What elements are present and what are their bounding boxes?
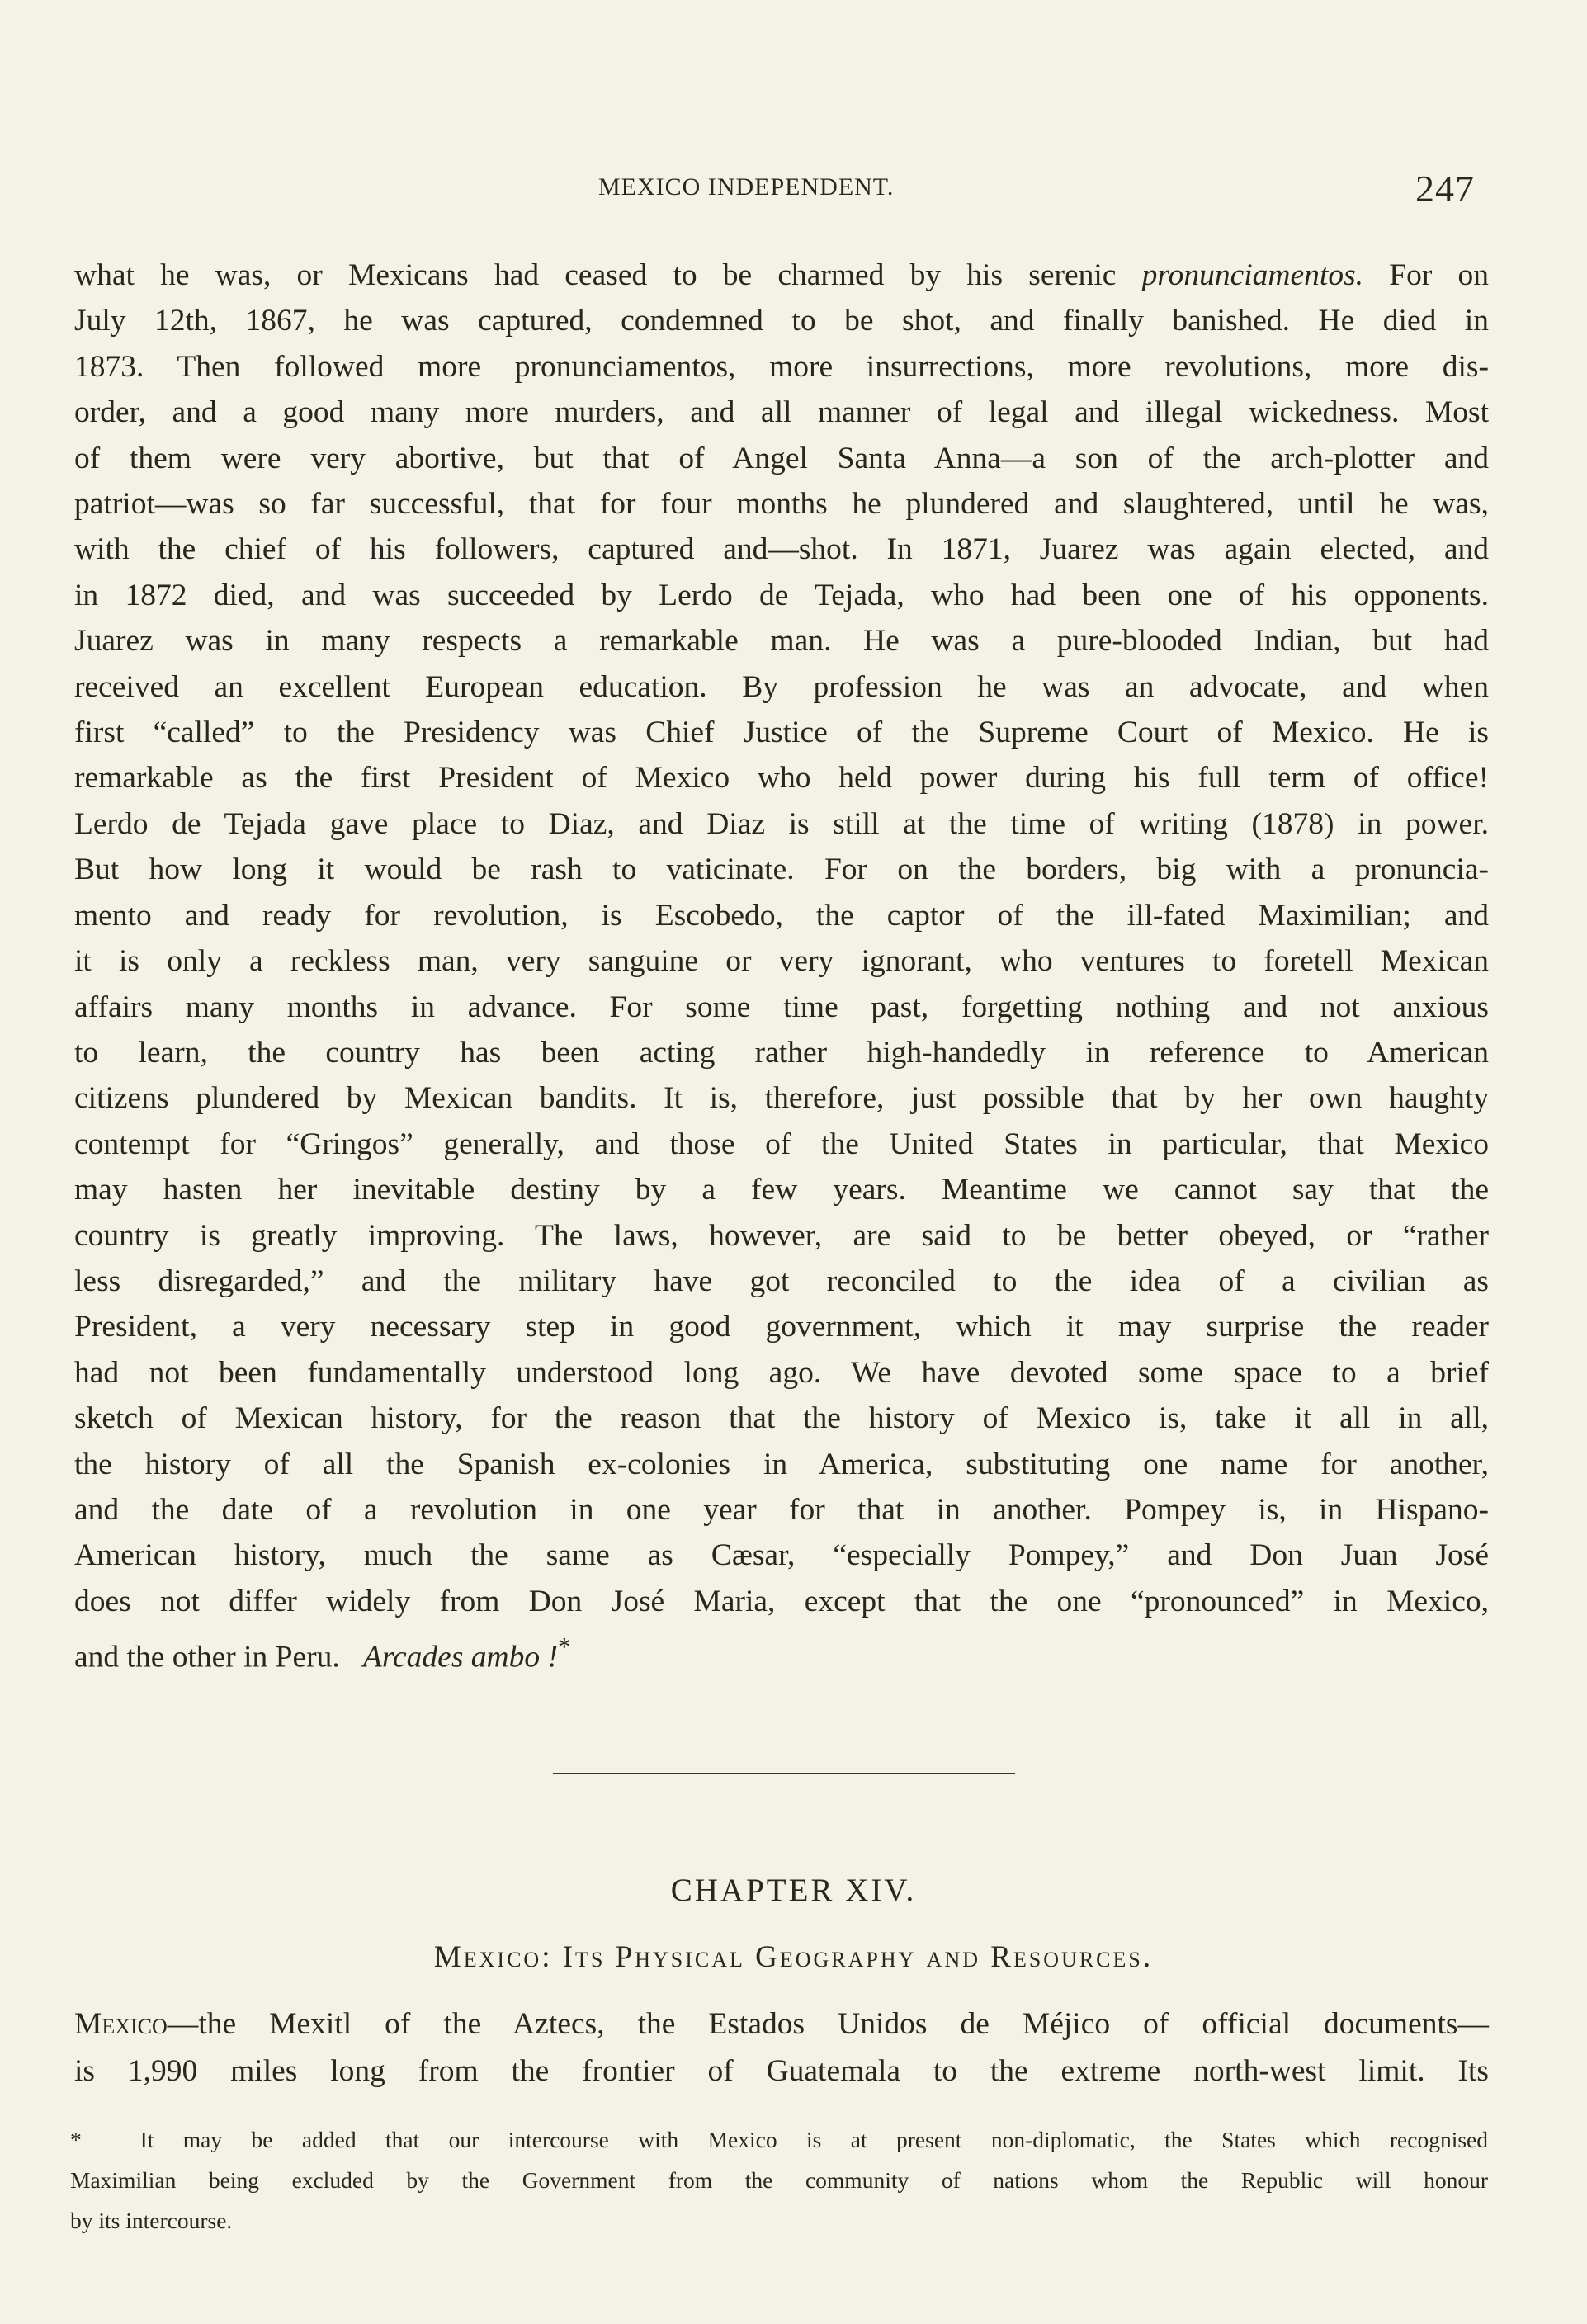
text-line: Mexico—the Mexitl of the Aztecs, the Estados Unidos de Méjico of official documents— (74, 2007, 1489, 2041)
footnote-marker: * (557, 1632, 571, 1662)
chapter-heading: CHAPTER XIV. (670, 1873, 917, 1908)
text-line: But how long it would be rash to vaticinate. For on the borders, big with a pronuncia- (74, 853, 1489, 887)
footnote-line: Maximilian being excluded by the Government from the community of nations whom the Republic will honour (70, 2167, 1488, 2193)
chapter-subtitle: Mexico: Its Physical Geography and Resources. (433, 1940, 1154, 1974)
running-head (0, 168, 1587, 213)
page-number: 247 (1415, 168, 1475, 210)
lead-word: Mexico (74, 2007, 168, 2041)
text-line: contempt for “Gringos” generally, and those of the United States in particular, that Mexico (74, 1127, 1489, 1161)
italic-word: pronunciamentos. (1141, 258, 1364, 292)
footnote-line: by its intercourse. (70, 2208, 233, 2233)
chapter-opening-text (74, 2000, 1489, 2095)
text-line: order, and a good many more murders, and all manner of legal and illegal wickedness. Most (74, 395, 1489, 430)
text-line: received an excellent European education. By profession he was an advocate, and when (74, 669, 1489, 704)
text-line: affairs many months in advance. For some time past, forgetting nothing and not anxious (74, 990, 1489, 1024)
text-line: citizens plundered by Mexican bandits. It is, therefore, just possible that by her own haughty (74, 1081, 1489, 1116)
text-line: 1873. Then followed more pronunciamentos, more insurrections, more revolutions, more dis- (74, 349, 1489, 384)
text-line: July 12th, 1867, he was captured, condemned to be shot, and finally banished. He died in (74, 304, 1489, 338)
body-text (74, 253, 1489, 1680)
text-line: Juarez was in many respects a remarkable man. He was a pure-blooded Indian, but had (74, 624, 1489, 659)
text-line: patriot—was so far successful, that for four months he plundered and slaughtered, until he was, (74, 487, 1489, 522)
text-line: and the other in Peru. Arcades ambo !* (74, 1632, 571, 1675)
text-line: is 1,990 miles long from the frontier of Guatemala to the extreme north-west limit. Its (74, 2054, 1489, 2088)
section-divider (553, 1773, 1015, 1774)
text-line: with the chief of his followers, captured and—shot. In 1871, Juarez was again elected, and (74, 532, 1489, 567)
text-line: does not differ widely from Don José Maria, except that the one “pronounced” in Mexico, (74, 1584, 1489, 1618)
text-line: sketch of Mexican history, for the reason that the history of Mexico is, take it all in all, (74, 1401, 1489, 1436)
text-line: the history of all the Spanish ex-colonies in America, substituting one name for another, (74, 1447, 1489, 1481)
closing-italic: Arcades ambo ! (362, 1640, 558, 1675)
running-title: MEXICO INDEPENDENT. (598, 173, 895, 201)
text-line: less disregarded,” and the military have got reconciled to the idea of a civilian as (74, 1264, 1489, 1298)
footnote-line: * It may be added that our intercourse with Mexico is at present non-diplomatic, the States which recognised (70, 2127, 1488, 2152)
text-line: of them were very abortive, but that of Angel Santa Anna—a son of the arch-plotter and (74, 441, 1489, 475)
text-line: and the date of a revolution in one year for that in another. Pompey is, in Hispano- (74, 1492, 1489, 1527)
text-line: had not been fundamentally understood long ago. We have devoted some space to a brief (74, 1355, 1489, 1390)
text-line: to learn, the country has been acting rather high-handedly in reference to American (74, 1035, 1489, 1070)
text-line: mento and ready for revolution, is Escobedo, the captor of the ill-fated Maximilian; and (74, 898, 1489, 933)
text-line: Lerdo de Tejada gave place to Diaz, and Diaz is still at the time of writing (1878) in power. (74, 806, 1489, 841)
text-line: remarkable as the first President of Mexico who held power during his full term of office! (74, 761, 1489, 796)
text-line: it is only a reckless man, very sanguine or very ignorant, who ventures to foretell Mexican (74, 944, 1489, 979)
text-line: country is greatly improving. The laws, however, are said to be better obeyed, or “rather (74, 1218, 1489, 1253)
text-line: President, a very necessary step in good government, which it may surprise the reader (74, 1310, 1489, 1344)
text-line: American history, much the same as Cæsar, “especially Pompey,” and Don Juan José (74, 1538, 1489, 1573)
text-line: in 1872 died, and was succeeded by Lerdo de Tejada, who had been one of his opponents. (74, 578, 1489, 612)
footnote (70, 2119, 1488, 2241)
text-line: what he was, or Mexicans had ceased to be charmed by his serenic pronunciamentos. For on (74, 258, 1490, 292)
text-line: may hasten her inevitable destiny by a few years. Meantime we cannot say that the (74, 1173, 1489, 1207)
text-line: first “called” to the Presidency was Chief Justice of the Supreme Court of Mexico. He is (74, 716, 1489, 750)
footnote-marker: * (70, 2127, 82, 2152)
